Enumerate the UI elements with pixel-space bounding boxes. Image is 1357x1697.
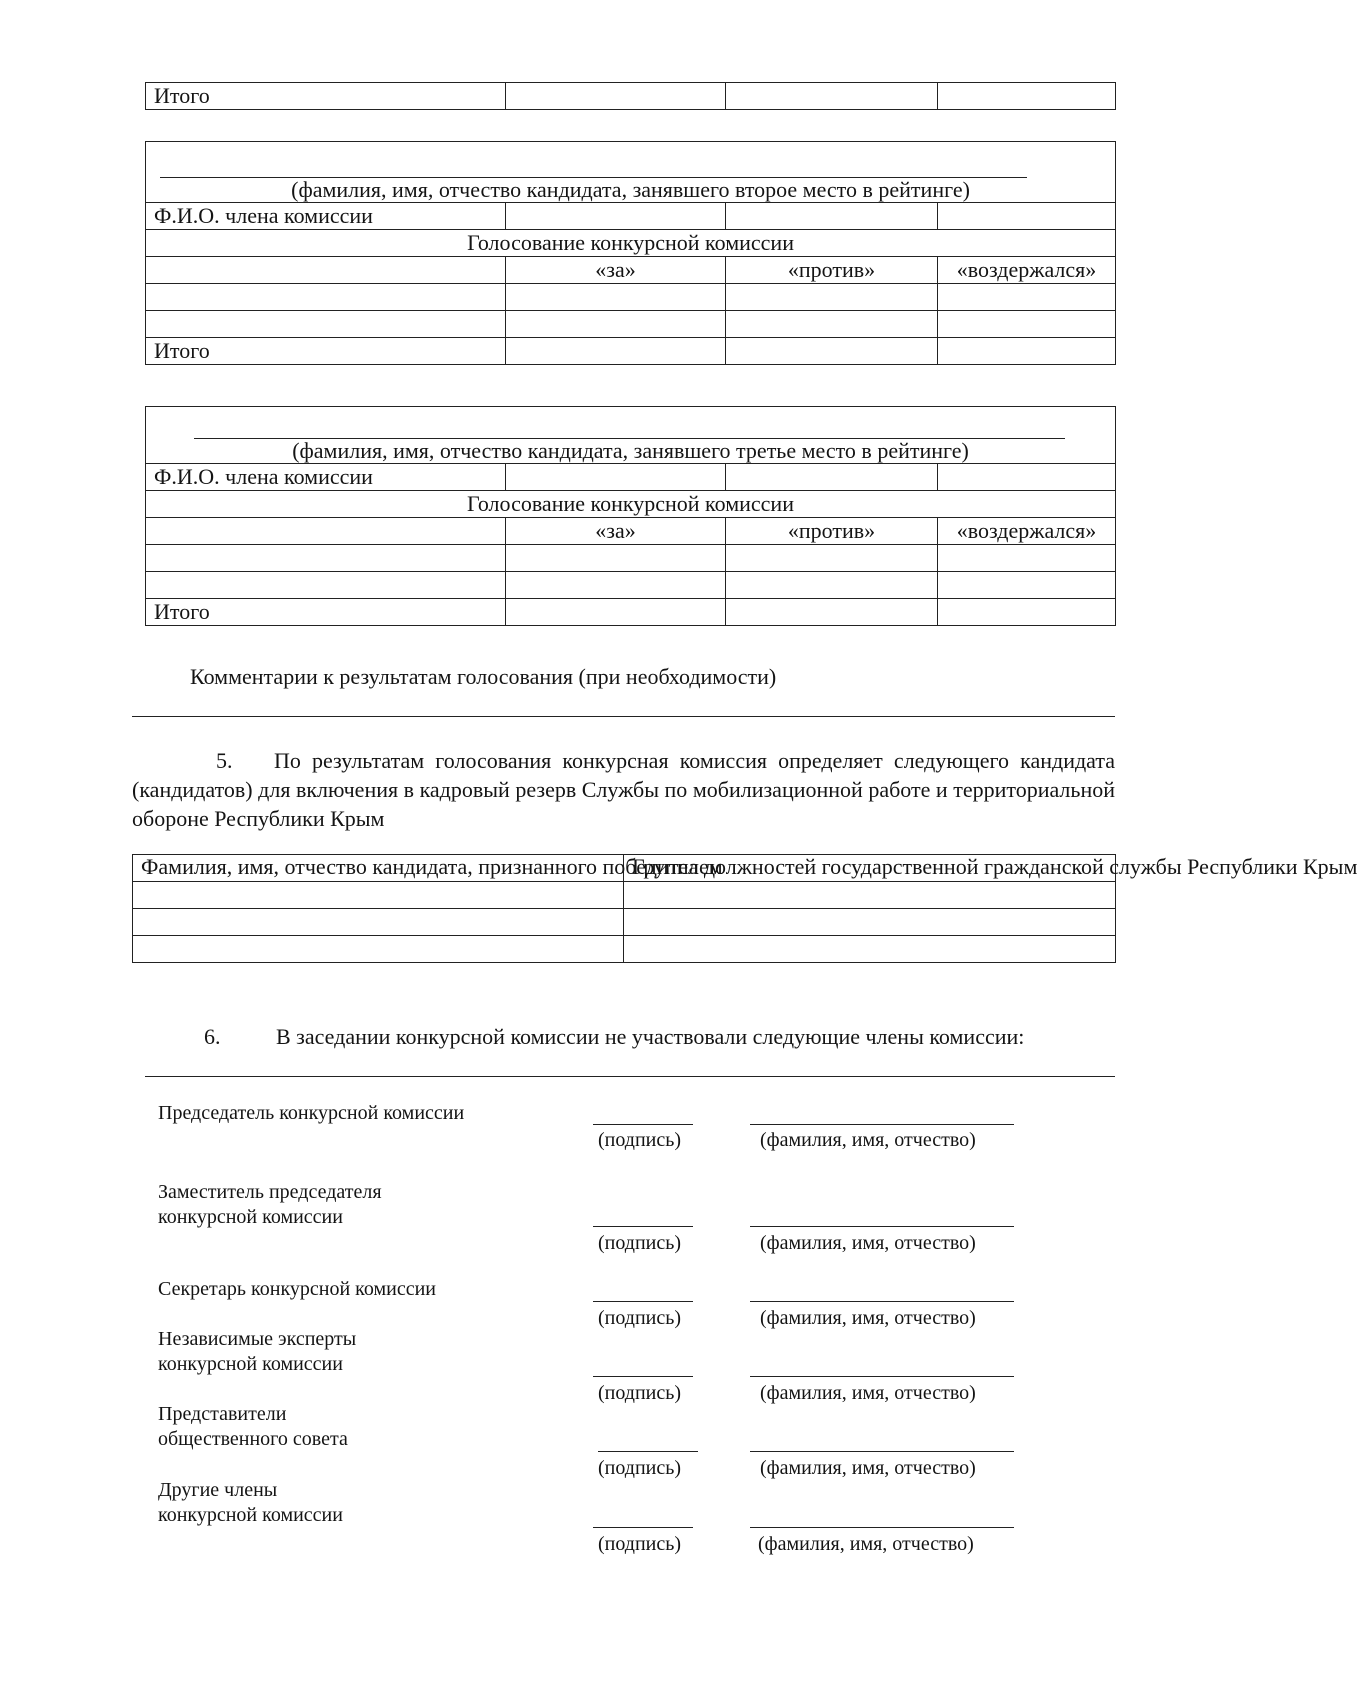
table-row <box>146 230 1116 257</box>
signature-caption: (подпись) <box>598 1382 682 1404</box>
role-public-council: Представители общественного совета <box>158 1403 348 1450</box>
candidate-cell <box>146 142 1116 203</box>
table-cell <box>506 203 726 230</box>
comments-line <box>132 716 1115 717</box>
table-row <box>146 572 1116 599</box>
signature-line <box>593 1226 693 1227</box>
signature-line <box>598 1451 698 1452</box>
name-caption: (фамилия, имя, отчество) <box>760 1232 976 1254</box>
name-caption: (фамилия, имя, отчество) <box>760 1307 976 1329</box>
table-row <box>146 203 1116 230</box>
table-row <box>146 599 1116 626</box>
role-independent-experts: Независимые эксперты конкурсной комиссии <box>158 1328 357 1375</box>
name-line <box>750 1451 1014 1452</box>
col-for: «за» <box>506 257 726 284</box>
table-row <box>146 83 1116 110</box>
table-cell <box>726 203 938 230</box>
name-line <box>750 1301 1014 1302</box>
table-header-row <box>146 518 1116 545</box>
table-row <box>146 311 1116 338</box>
comments-label: Комментарии к результатам голосования (при необходимости) <box>190 664 777 689</box>
table-row <box>133 936 1116 963</box>
voting-label: Голосование конкурсной комиссии <box>146 491 1116 518</box>
candidate-name-line <box>194 414 1065 439</box>
signature-caption: (подпись) <box>598 1232 682 1254</box>
item5-paragraph <box>132 746 1115 833</box>
signature-line <box>593 1301 693 1302</box>
signature-line <box>593 1527 693 1528</box>
candidate-caption: (фамилия, имя, отчество кандидата, занявшего третье место в рейтинге) <box>292 438 969 463</box>
name-caption: (фамилия, имя, отчество) <box>760 1457 976 1479</box>
candidate-cell <box>146 407 1116 464</box>
name-caption: (фамилия, имя, отчество) <box>760 1129 976 1151</box>
caption-row <box>146 407 1116 464</box>
name-caption: (фамилия, имя, отчество) <box>760 1382 976 1404</box>
name-line <box>750 1124 1014 1125</box>
table-row <box>133 882 1116 909</box>
total-label: Итого <box>146 599 506 626</box>
table-cell <box>938 203 1116 230</box>
col-against: «против» <box>726 257 938 284</box>
item6-line <box>145 1076 1115 1077</box>
name-caption: (фамилия, имя, отчество) <box>758 1533 974 1555</box>
table-header-row <box>146 257 1116 284</box>
signature-caption: (подпись) <box>598 1307 682 1329</box>
second-place-table <box>145 141 1116 365</box>
table-row <box>146 491 1116 518</box>
total-label: Итого <box>146 338 506 365</box>
role-deputy-chairman: Заместитель председателя конкурсной комиссии <box>158 1181 382 1228</box>
role-secretary: Секретарь конкурсной комиссии <box>158 1278 436 1300</box>
table-cell <box>146 257 506 284</box>
table-row <box>146 338 1116 365</box>
col-for: «за» <box>506 518 726 545</box>
table-row <box>146 284 1116 311</box>
signature-line <box>593 1376 693 1377</box>
member-label: Ф.И.О. члена комиссии <box>146 464 506 491</box>
table-row <box>146 545 1116 572</box>
col-abstain: «воздержался» <box>938 257 1116 284</box>
table-cell <box>726 83 938 110</box>
caption-row <box>146 142 1116 203</box>
item6-text: В заседании конкурсной комиссии не участвовали следующие члены комиссии: <box>276 1024 1025 1049</box>
signature-caption: (подпись) <box>598 1457 682 1479</box>
total-label: Итого <box>146 83 506 110</box>
candidate-name-line <box>160 151 1027 178</box>
item6-number: 6. <box>204 1024 221 1049</box>
role-other-members: Другие члены конкурсной комиссии <box>158 1479 343 1526</box>
col-abstain: «воздержался» <box>938 518 1116 545</box>
table-row <box>146 464 1116 491</box>
table-row <box>133 909 1116 936</box>
signature-caption: (подпись) <box>598 1533 682 1555</box>
top-table <box>145 82 1116 110</box>
col-against: «против» <box>726 518 938 545</box>
name-line <box>750 1376 1014 1377</box>
table-header-row <box>133 855 1116 882</box>
name-line <box>750 1527 1014 1528</box>
signature-caption: (подпись) <box>598 1129 682 1151</box>
col-position-group: Группа должностей государственной гражданской службы Республики Крым <box>624 855 1116 882</box>
third-place-table <box>145 406 1116 626</box>
member-label: Ф.И.О. члена комиссии <box>146 203 506 230</box>
voting-label: Голосование конкурсной комиссии <box>146 230 1116 257</box>
item5-text: По результатам голосования конкурсная комиссия определяет следующего кандидата (кандидатов) для включения в кадровый резерв Службы по мобилизационной работе и территориальной обороне Республики Крым <box>132 748 1115 831</box>
candidate-caption: (фамилия, имя, отчество кандидата, занявшего второе место в рейтинге) <box>291 177 970 202</box>
item5-number: 5. <box>216 748 233 773</box>
table-cell <box>938 83 1116 110</box>
col-winner-name: Фамилия, имя, отчество кандидата, признанного победителем <box>133 855 624 882</box>
winners-table <box>132 854 1357 963</box>
role-chairman: Председатель конкурсной комиссии <box>158 1102 465 1124</box>
name-line <box>750 1226 1014 1227</box>
signature-line <box>593 1124 693 1125</box>
table-cell <box>506 83 726 110</box>
